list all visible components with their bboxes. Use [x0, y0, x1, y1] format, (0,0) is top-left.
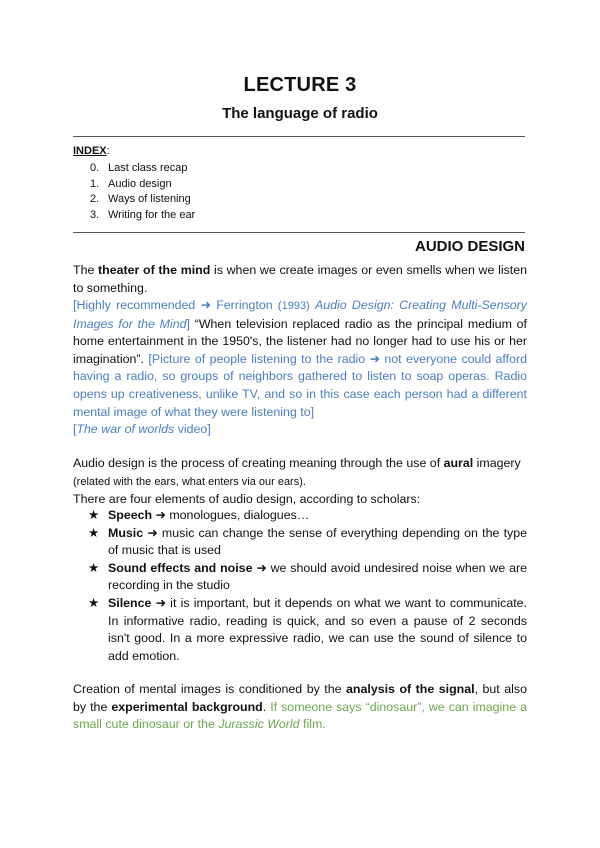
paragraph-ferrington	[73, 297, 527, 439]
blue-note: [Highly recommended ➜ Ferrington	[73, 298, 278, 312]
index-item-number: 2.	[90, 193, 100, 205]
index-item-text: Audio design	[108, 177, 172, 190]
index-item-number: 1.	[90, 177, 100, 190]
text-run: imagery	[473, 456, 521, 470]
section-heading: AUDIO DESIGN	[414, 238, 525, 255]
green-example: film.	[299, 717, 326, 732]
bold-term: experimental background	[111, 699, 263, 714]
index-list	[90, 161, 195, 223]
quote-text: “When television replaced radio as the principal medium of home entertainment in the 1950's, the listener had no longer had to use his or her imagination”.	[73, 316, 527, 366]
index-colon: :	[106, 145, 110, 157]
index-item	[90, 208, 195, 224]
list-item	[88, 525, 527, 560]
element-text: ➜ it is important, but it depends on what we want to communicate. In informative radio, reading is quick, and so even a pause of 2 seconds isn't good. In a more expressive radio, we can use the sound of silence to add emotion.	[108, 595, 527, 663]
index-item-number: 0.	[90, 162, 100, 174]
video-title: The war of worlds	[76, 422, 175, 437]
index-item-text: Writing for the ear	[108, 208, 196, 221]
index-item	[90, 177, 195, 193]
paragraph-audio-design	[73, 455, 527, 509]
element-term: Speech	[108, 508, 153, 522]
star-icon: ★	[88, 595, 100, 610]
green-example: If someone says “dinosaur”, we can imagine a small cute dinosaur or the	[73, 699, 527, 732]
film-title: Jurassic World	[218, 717, 300, 732]
list-item	[88, 595, 527, 665]
index-item-text: Last class recap	[108, 162, 188, 174]
text-run: There are four elements of audio design, according to scholars:	[73, 492, 421, 507]
element-term: Sound effects and noise	[108, 560, 253, 575]
text-run: Audio design is the process of creating meaning through the use of	[73, 456, 444, 470]
paragraph-mental-images	[73, 681, 527, 734]
index-heading	[73, 145, 110, 157]
divider-top	[73, 136, 525, 137]
text-run: Creation of mental images is conditioned by the	[73, 682, 347, 696]
bold-term: analysis of the signal	[346, 682, 475, 696]
bold-term: aural	[443, 456, 474, 470]
star-icon: ★	[88, 525, 100, 540]
text-run: is when we create images or even smells when we listen to something.	[73, 263, 527, 295]
index-item-text: Ways of listening	[108, 193, 191, 205]
page-title: LECTURE 3	[243, 74, 357, 96]
element-term: Silence	[108, 595, 152, 610]
paragraph-theater	[73, 262, 527, 297]
index-item	[90, 161, 195, 177]
index-item-number: 3.	[90, 208, 100, 221]
blue-bracket: [	[73, 422, 77, 437]
page-subtitle: The language of radio	[222, 105, 378, 122]
bold-term: theater of the mind	[98, 263, 211, 277]
text-run: .	[262, 699, 271, 714]
book-title: Audio Design: Creating Multi-Sensory Images for the Mind	[73, 298, 527, 331]
element-term: Music	[108, 525, 144, 540]
blue-bracket: ]	[186, 316, 190, 331]
index-label: INDEX	[73, 145, 107, 157]
list-item	[88, 560, 527, 595]
blue-year: (1993)	[277, 300, 310, 312]
blue-note-video: video]	[174, 422, 211, 437]
star-icon: ★	[88, 508, 100, 522]
element-text: ➜ music can change the sense of everything depending on the type of music that is used	[108, 525, 527, 558]
list-item	[88, 507, 527, 525]
text-run: , but also by the	[73, 682, 527, 714]
text-run: The	[73, 263, 99, 277]
audio-elements-list	[88, 507, 527, 665]
divider-bottom	[73, 232, 525, 233]
element-text: ➜ monologues, dialogues…	[152, 508, 310, 522]
blue-note-picture: [Picture of people listening to the radio ➜ not everyone could afford having a radio, so groups of neighbors gathered to listen to soap operas. Radio opens up creativeness, unlike TV, and so in this case each person had a different mental image of what they were listening to]	[73, 351, 527, 419]
index-item	[90, 192, 195, 208]
aural-explanation: (related with the ears, what enters via our ears).	[73, 475, 306, 488]
star-icon: ★	[88, 560, 100, 575]
element-text: ➜ we should avoid undesired noise when we are recording in the studio	[108, 560, 528, 593]
